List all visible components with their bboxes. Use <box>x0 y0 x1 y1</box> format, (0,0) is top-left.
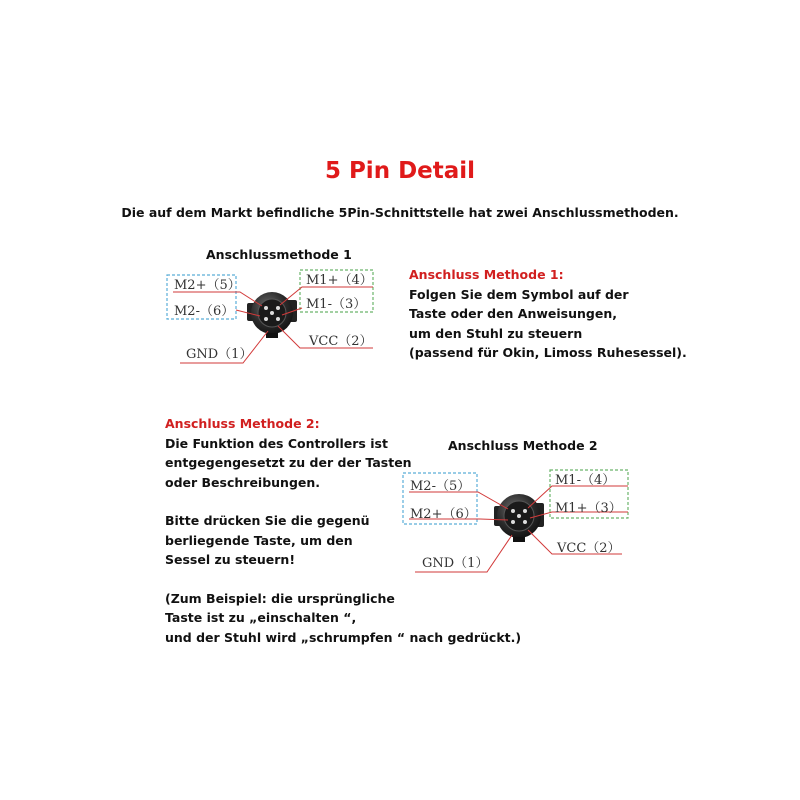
pin-label-m2minus: M2-（5） <box>410 479 471 494</box>
method2-line: Sessel zu steuern! <box>165 552 296 567</box>
method2-caption: Anschluss Methode 2 <box>448 438 598 453</box>
method1-diagram <box>167 270 373 363</box>
method2-line: entgegengesetzt zu der der Tasten <box>165 455 412 470</box>
pin-label-m1minus: M1-（4） <box>555 473 616 488</box>
pin-label-m2plus: M2+（5） <box>174 278 241 293</box>
page-title: 5 Pin Detail <box>324 158 476 184</box>
pin-label-vcc: VCC（2） <box>557 541 621 556</box>
method2-line: berliegende Taste, um den <box>165 532 353 548</box>
method2-line: Die Funktion des Controllers ist <box>165 435 388 451</box>
method2-heading: Anschluss Methode 2: <box>165 416 320 431</box>
pin-label-gnd: GND（1） <box>422 556 489 571</box>
method2-diagram <box>403 470 628 572</box>
method2-line: Taste ist zu „einschalten “, <box>165 610 357 625</box>
pin-label-gnd: GND（1） <box>186 347 253 362</box>
method2-line: und der Stuhl wird „schrumpfen “ nach gedrückt.) <box>165 629 522 645</box>
method2-line: (Zum Beispiel: die ursprüngliche <box>165 590 395 606</box>
pin-label-m2plus: M2+（6） <box>410 507 477 522</box>
pin-label-vcc: VCC（2） <box>309 334 373 349</box>
pin-label-m1plus: M1+（4） <box>306 273 373 288</box>
method2-line: oder Beschreibungen. <box>165 474 321 490</box>
method1-line: Taste oder den Anweisungen, <box>409 306 617 321</box>
five-pin-plug-icon <box>494 494 544 542</box>
pin-label-m1minus: M1-（3） <box>306 297 367 312</box>
method1-line: um den Stuhl zu steuern <box>409 325 583 341</box>
method2-line: Bitte drücken Sie die gegenü <box>165 513 370 528</box>
method1-heading: Anschluss Methode 1: <box>409 267 564 282</box>
method1-line: (passend für Okin, Limoss Ruhesessel). <box>409 345 687 360</box>
pin-label-m1plus: M1+（3） <box>555 501 622 516</box>
pin-label-m2minus: M2-（6） <box>174 304 235 319</box>
intro-text: Die auf dem Markt befindliche 5Pin-Schnittstelle hat zwei Anschlussmethoden. <box>121 205 679 220</box>
method1-caption: Anschlussmethode 1 <box>206 247 352 262</box>
method1-line: Folgen Sie dem Symbol auf der <box>409 286 629 302</box>
